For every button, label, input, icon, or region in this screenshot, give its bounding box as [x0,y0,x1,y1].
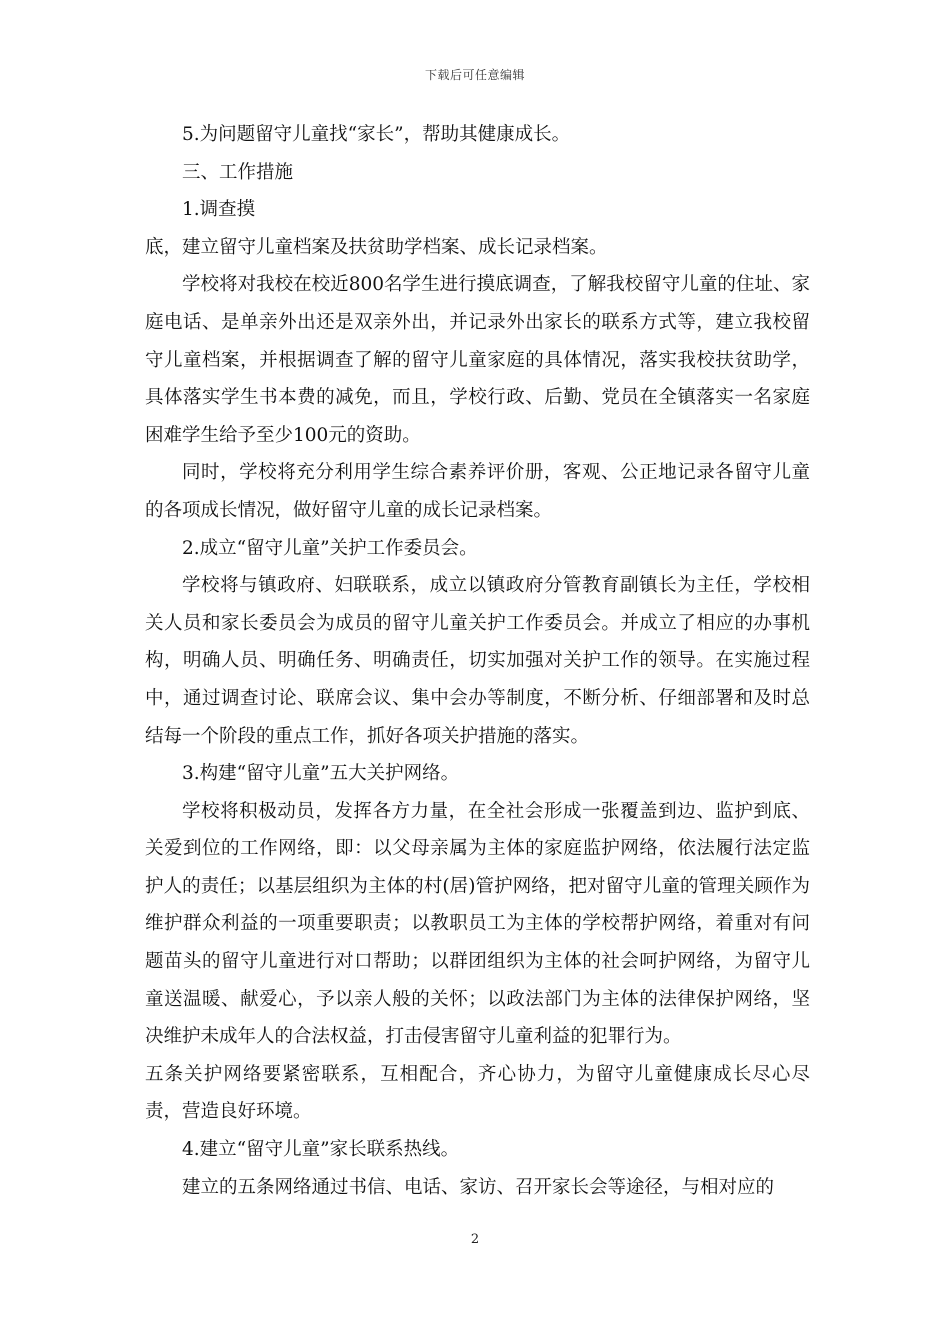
paragraph-growth-records: 同时，学校将充分利用学生综合素养评价册，客观、公正地记录各留守儿童的各项成长情况，做好留守儿童的成长记录档案。 [145,462,810,521]
section-heading-measures: 三、工作措施 [182,161,294,183]
document-body [145,116,810,1206]
paragraph-survey-details: 学校将对我校在校近800名学生进行摸底调查，了解我校留守儿童的住址、家庭电话、是单亲外出还是双亲外出，并记录外出家长的联系方式等，建立我校留守儿童档案，并根据调查了解的留守儿童家庭的具体情况，落实我校扶贫助学，具体落实学生书本费的减免，而且，学校行政、后勤、党员在全镇落实一名家庭困难学生给予至少100元的资助。 [145,274,810,446]
paragraph-hotline-details: 建立的五条网络通过书信、电话、家访、召开家长会等途径，与相对应的 [182,1176,775,1198]
subheading-committee: 2.成立“留守儿童”关护工作委员会。 [182,537,478,559]
page-number: 2 [470,1232,480,1247]
paragraph-networks-details: 学校将积极动员，发挥各方力量，在全社会形成一张覆盖到边、监护到底、关爱到位的工作网络，即：以父母亲属为主体的家庭监护网络，依法履行法定监护人的责任；以基层组织为主体的村(居)管护网络，把对留守儿童的管理关顾作为维护群众利益的一项重要职责；以教职员工为主体的学校帮护网络，着重对有问题苗头的留守儿童进行对口帮助；以群团组织为主体的社会呵护网络，为留守儿童送温暖、献爱心，予以亲人般的关怀；以政法部门为主体的法律保护网络，坚决维护未成年人的合法权益，打击侵害留守儿童利益的犯罪行为。 [145,800,810,1048]
subheading-networks: 3.构建“留守儿童”五大关护网络。 [182,763,460,785]
header-note: 下载后可任意编辑 [424,68,525,82]
paragraph-item-5: 5.为问题留守儿童找“家长”，帮助其健康成长。 [182,124,571,145]
subheading-survey: 1.调查摸 [182,199,256,221]
paragraph-networks-summary: 五条关护网络要紧密联系，互相配合，齐心协力，为留守儿童健康成长尽心尽责，营造良好环境。 [145,1063,810,1123]
paragraph-committee-details: 学校将与镇政府、妇联联系，成立以镇政府分管教育副镇长为主任，学校相关人员和家长委员会为成员的留守儿童关护工作委员会。并成立了相应的办事机构，明确人员、明确任务、明确责任，切实加强对关护工作的领导。在实施过程中，通过调查讨论、联席会议、集中会办等制度，不断分析、仔细部署和及时总结每一个阶段的重点工作，抓好各项关护措施的落实。 [145,575,810,747]
subheading-hotline: 4.建立“留守儿童”家长联系热线。 [182,1139,460,1161]
paragraph-survey-continued: 底，建立留守儿童档案及扶贫助学档案、成长记录档案。 [145,236,608,258]
